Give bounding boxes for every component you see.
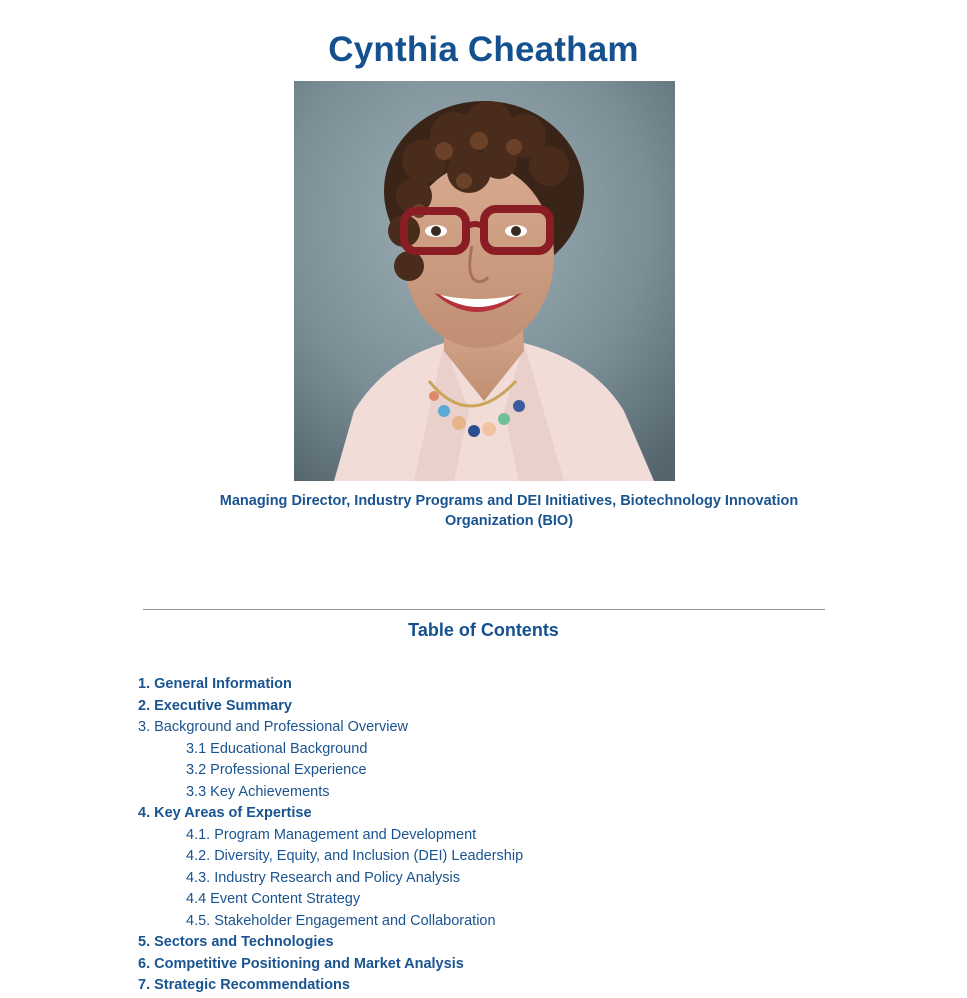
toc-item-general-information[interactable]: 1. General Information: [138, 676, 292, 692]
toc-item-strategic-recommendations[interactable]: 7. Strategic Recommendations: [138, 977, 350, 993]
toc-item-event-content-strategy[interactable]: 4.4 Event Content Strategy: [186, 891, 361, 907]
toc-item-dei-leadership[interactable]: 4.2. Diversity, Equity, and Inclusion (DEI) Leadership: [186, 848, 524, 864]
section-divider: [143, 609, 825, 610]
profile-title: Managing Director, Industry Programs and DEI Initiatives, Biotechnology Innovation Organization (BIO): [219, 493, 799, 529]
toc-item-background[interactable]: 3. Background and Professional Overview: [138, 719, 409, 735]
toc-item-key-areas-of-expertise[interactable]: 4. Key Areas of Expertise: [138, 805, 312, 821]
profile-photo: [294, 81, 675, 481]
table-of-contents: [138, 674, 838, 997]
profile-name: Cynthia Cheatham: [328, 30, 639, 69]
toc-item-sectors-and-technologies[interactable]: 5. Sectors and Technologies: [138, 934, 334, 950]
toc-item-program-management[interactable]: 4.1. Program Management and Development: [186, 826, 477, 843]
toc-item-industry-research[interactable]: 4.3. Industry Research and Policy Analysis: [186, 869, 461, 886]
toc-item-educational-background[interactable]: 3.1 Educational Background: [186, 740, 368, 757]
toc-item-stakeholder-engagement[interactable]: 4.5. Stakeholder Engagement and Collaboration: [186, 912, 496, 929]
toc-item-competitive-positioning[interactable]: 6. Competitive Positioning and Market Analysis: [138, 955, 464, 972]
toc-item-executive-summary[interactable]: 2. Executive Summary: [138, 697, 292, 714]
toc-item-key-achievements[interactable]: 3.3 Key Achievements: [186, 783, 330, 800]
toc-item-professional-experience[interactable]: 3.2 Professional Experience: [186, 762, 367, 778]
toc-heading: Table of Contents: [408, 620, 559, 640]
